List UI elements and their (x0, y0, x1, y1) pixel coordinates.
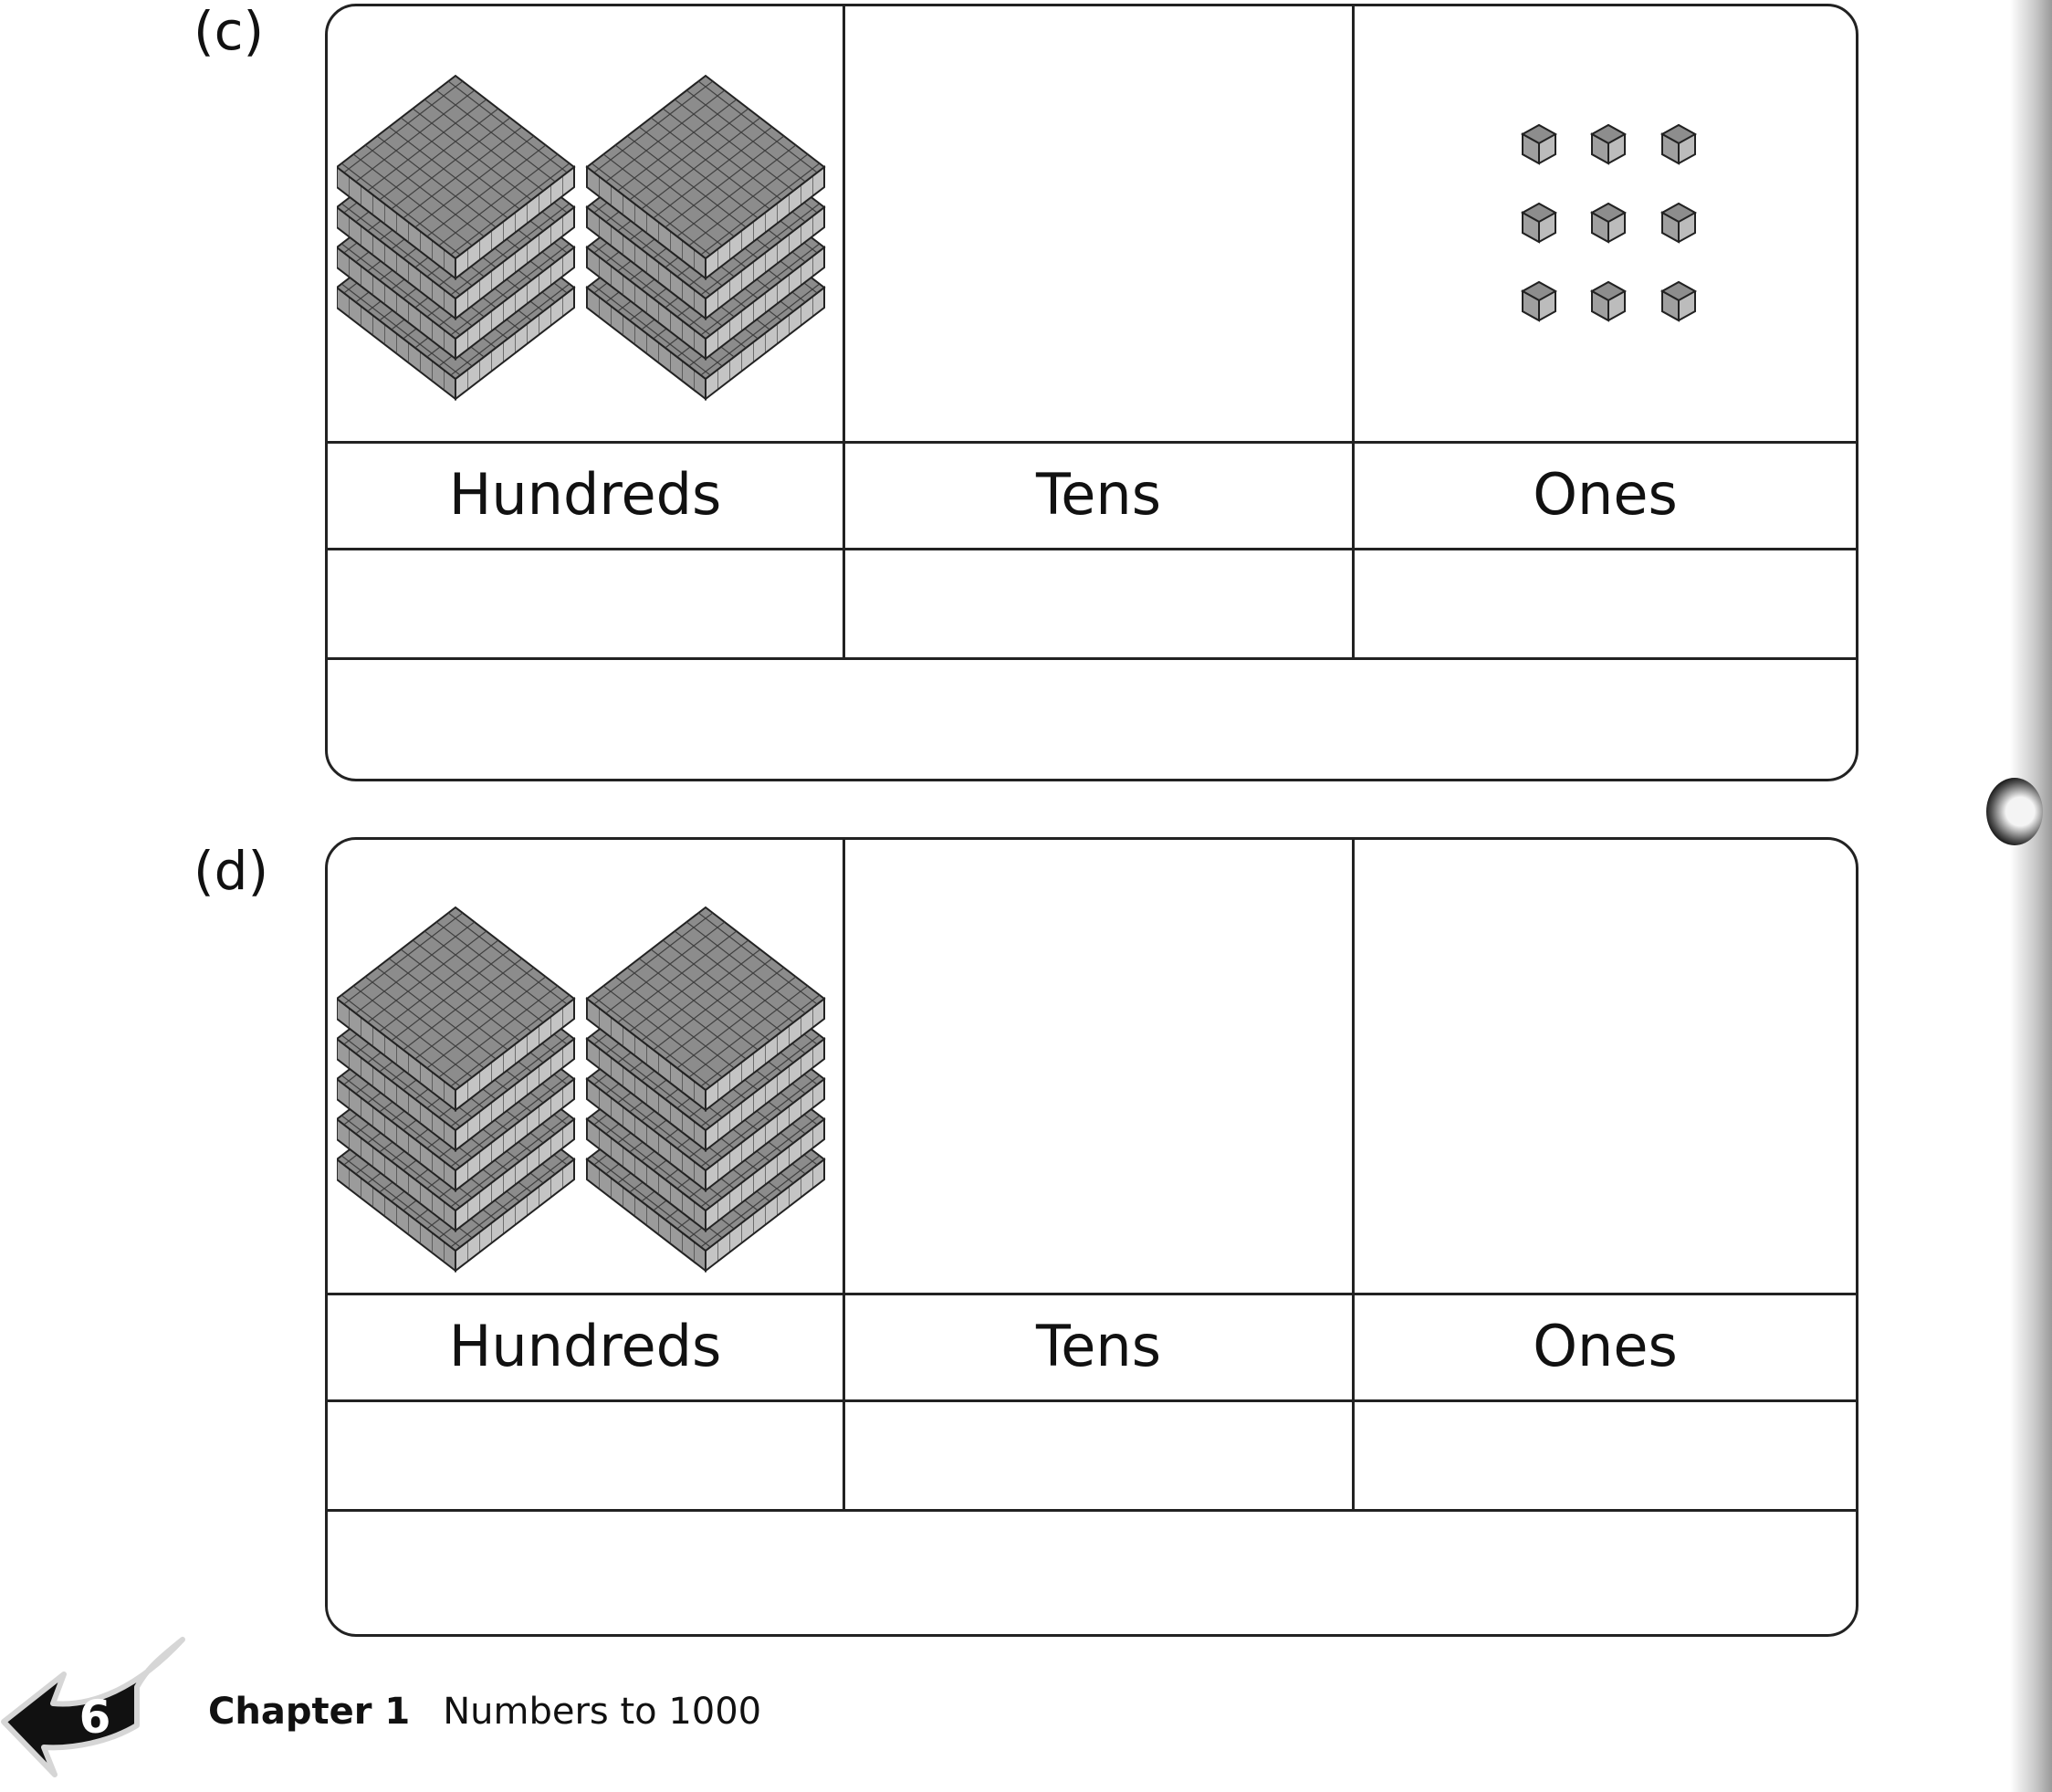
binder-hole (1986, 778, 2043, 845)
chapter-title: Numbers to 1000 (443, 1691, 762, 1733)
header-hundreds: Hundreds (328, 1293, 845, 1399)
tens-blocks-cell (845, 6, 1355, 441)
header-ones: Ones (1533, 1313, 1678, 1379)
chapter-footer (208, 1691, 761, 1733)
page-arrow-icon (0, 1634, 192, 1780)
ones-blocks-cell (1355, 840, 1856, 1293)
header-ones: Ones (1533, 461, 1678, 528)
number-answer-box[interactable] (328, 1509, 1856, 1634)
answer-row (328, 1399, 1856, 1512)
hundreds-answer-box[interactable] (328, 1399, 845, 1509)
tens-answer-box[interactable] (845, 1399, 1355, 1509)
problem-label-c: (c) (194, 0, 265, 62)
hundreds-flats-image (337, 853, 848, 1282)
problem-label-d: (d) (194, 840, 269, 902)
ones-answer-box[interactable] (1355, 548, 1856, 657)
number-answer-row[interactable] (328, 657, 1856, 779)
answer-row (328, 548, 1856, 660)
hundreds-blocks-cell (328, 6, 845, 441)
ones-cubes-image (1355, 6, 1857, 435)
number-answer-box[interactable] (328, 657, 1856, 779)
page-number: 6 (79, 1691, 111, 1744)
hundreds-answer-box[interactable] (328, 548, 845, 657)
hundreds-stack-1 (337, 907, 574, 1271)
chapter-number: Chapter 1 (208, 1691, 411, 1733)
header-tens: Tens (845, 441, 1355, 548)
ones-answer-box[interactable] (1355, 1399, 1856, 1509)
tens-answer-box[interactable] (845, 548, 1355, 657)
hundreds-flats-image (337, 25, 848, 426)
header-row (328, 1293, 1856, 1402)
blocks-row (328, 6, 1856, 444)
page-edge-shadow (2010, 0, 2052, 1792)
hundreds-stack-2 (587, 907, 824, 1271)
ones-blocks-cell (1355, 6, 1856, 441)
number-answer-row[interactable] (328, 1509, 1856, 1634)
hundreds-stack-2 (587, 76, 824, 399)
header-hundreds: Hundreds (328, 441, 845, 548)
hundreds-stack-1 (337, 76, 574, 399)
header-row (328, 441, 1856, 550)
place-value-chart-c (325, 4, 1858, 781)
place-value-chart-d (325, 837, 1858, 1637)
hundreds-blocks-cell (328, 840, 845, 1293)
header-tens: Tens (845, 1293, 1355, 1399)
tens-blocks-cell (845, 840, 1355, 1293)
blocks-row (328, 840, 1856, 1295)
